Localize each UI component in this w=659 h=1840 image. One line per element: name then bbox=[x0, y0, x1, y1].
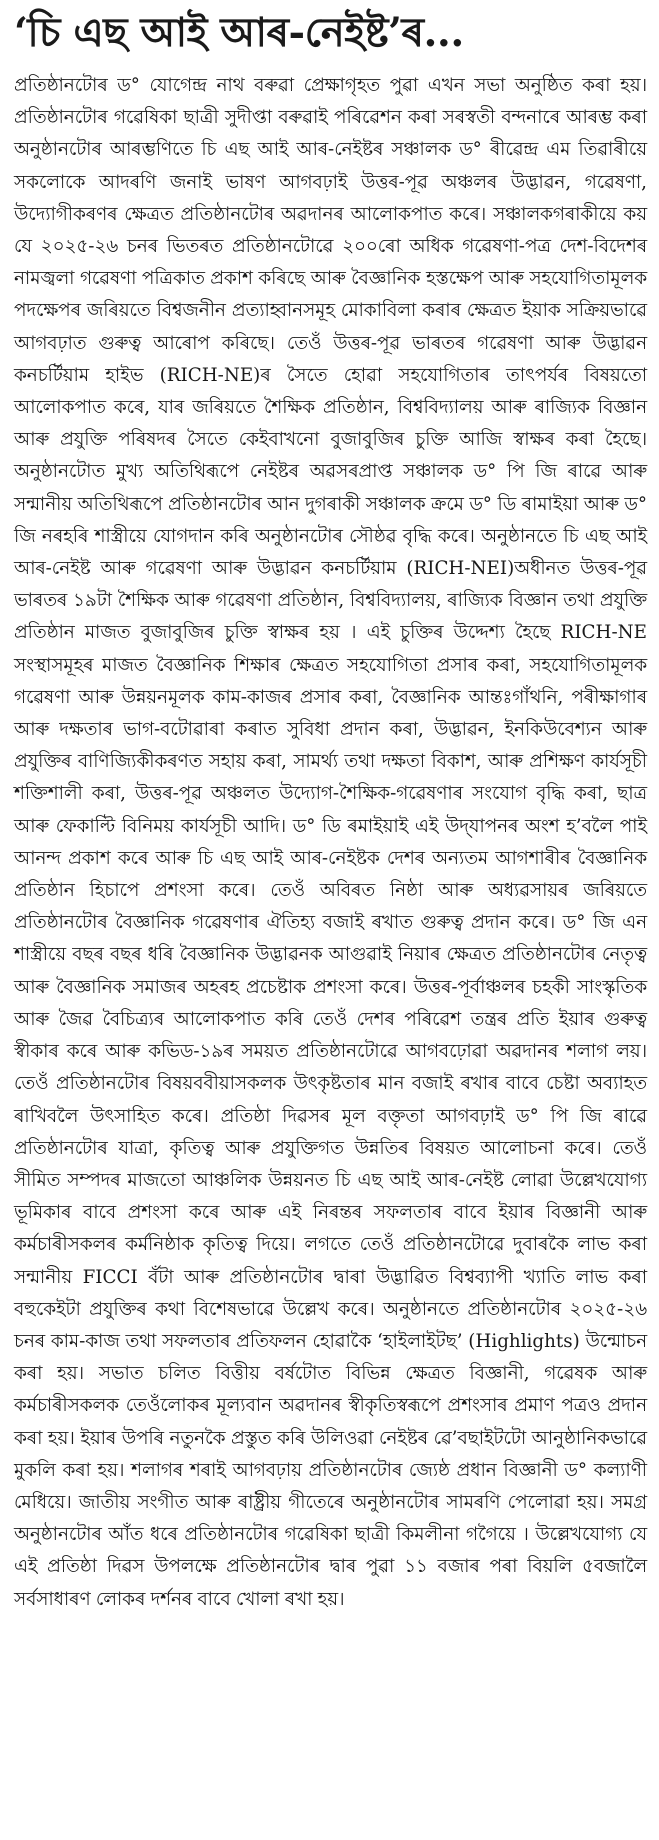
article-headline: ‘চি এছ আই আৰ-নেইষ্ট’ৰ... bbox=[14, 9, 464, 56]
article-body: প্ৰতিষ্ঠানটোৰ ড° যোগেন্দ্ৰ নাথ বৰুৱা প্ৰেক্ষাগৃহত পুৱা এখন সভা অনুষ্ঠিত কৰা হয়। প্ৰতিষ্ঠানটোৰ গৱেষিকা ছাত্ৰী সুদীপ্তা বৰুৱাই পৰিৱেশন কৰা সৰস্বতী বন্দনাৰে আৰম্ভ কৰা অনুষ্ঠানটোৰ আৰম্ভণিতে চি এছ আই আৰ-নেইষ্টৰ সঞ্চালক ড° ৰীৱেন্দ্ৰ এম তিৱাৰীয়ে সকলোকে আদৰণি জনাই ভাষণ আগবঢ়াই উত্তৰ-পূৱ অঞ্চলৰ উদ্ভাৱন, গৱেষণা, উদ্যোগীকৰণৰ ক্ষেত্ৰত প্ৰতিষ্ঠানটোৰ অৱদানৰ আলোকপাত কৰে। সঞ্চালকগৰাকীয়ে কয় যে ২০২৫-২৬ চনৰ ভিতৰত প্ৰতিষ্ঠানটোৱে ২০০ৰো অধিক গৱেষণা-পত্ৰ দেশ-বিদেশৰ নামজ্বলা গৱেষণা পত্ৰিকাত প্ৰকাশ কৰিছে আৰু বৈজ্ঞানিক হস্তক্ষেপ আৰু সহযোগিতামূলক পদক্ষেপৰ জৰিয়তে বিশ্বজনীন প্ৰত্যাহ্বানসমূহ মোকাবিলা কৰাৰ ক্ষেত্ৰত ইয়াক সক্ৰিয়ভাৱে আগবঢ়াত গুৰুত্ব আৰোপ কৰিছে। তেওঁ উত্তৰ-পূৱ ভাৰতৰ গৱেষণা আৰু উদ্ভাৱন কনচৰ্টিয়াম হাইভ (RICH-NE)ৰ সৈতে হোৱা সহযোগিতাৰ তাৎপৰ্যৰ বিষয়তো আলোকপাত কৰে, যাৰ জৰিয়তে শৈক্ষিক প্ৰতিষ্ঠান, বিশ্ববিদ্যালয় আৰু ৰাজ্যিক বিজ্ঞান আৰু প্ৰযুক্তি পৰিষদৰ সৈতে কেইবাখনো বুজাবুজিৰ চুক্তি আজি স্বাক্ষৰ কৰা হৈছে। অনুষ্ঠানটোত মুখ্য অতিথিৰূপে নেইষ্টৰ অৱসৰপ্ৰাপ্ত সঞ্চালক ড° পি জি ৰাৱে আৰু সন্মানীয় অতিথিৰূপে প্ৰতিষ্ঠানটোৰ আন দুগৰাকী সঞ্চালক ক্ৰমে ড° ডি ৰামাইয়া আৰু ড° জি নৰহৰি শাস্ত্ৰীয়ে যোগদান কৰি অনুষ্ঠানটোৰ সৌষ্ঠৱ বৃদ্ধি কৰে। অনুষ্ঠানতে চি এছ আই আৰ-নেইষ্ট আৰু গৱেষণা আৰু উদ্ভাৱন কনচৰ্টিয়াম (RICH-NEI)অধীনত উত্তৰ-পূৱ ভাৰতৰ ১৯টা শৈক্ষিক আৰু গৱেষণা প্ৰতিষ্ঠান, বিশ্ববিদ্যালয়, ৰাজ্যিক বিজ্ঞান তথা প্ৰযুক্তি প্ৰতিষ্ঠান মাজত বুজাবুজিৰ চুক্তি স্বাক্ষৰ হয় । এই চুক্তিৰ উদ্দেশ্য হৈছে RICH-NE সংস্থাসমূহৰ মাজত বৈজ্ঞানিক শিক্ষাৰ ক্ষেত্ৰত সহযোগিতা প্ৰসাৰ কৰা, সহযোগিতামূলক গৱেষণা আৰু উন্নয়নমূলক কাম-কাজৰ প্ৰসাৰ কৰা, বৈজ্ঞানিক আন্তঃগাঁথনি, পৰীক্ষাগাৰ আৰু দক্ষতাৰ ভাগ-বটোৱাৰা কৰাত সুবিধা প্ৰদান কৰা, উদ্ভাৱন, ইনকিউবেশ্যন আৰু প্ৰযুক্তিৰ বাণিজ্যিকীকৰণত সহায় কৰা, সামৰ্থ্য তথা দক্ষতা বিকাশ, আৰু প্ৰশিক্ষণ কাৰ্যসূচী শক্তিশালী কৰা, উত্তৰ-পূৱ অঞ্চলত উদ্যোগ-শৈক্ষিক-গৱেষণাৰ সংযোগ বৃদ্ধি কৰা, ছাত্ৰ আৰু ফেকাল্টি বিনিময় কাৰ্যসূচী আদি। ড° ডি ৰমাইয়াই এই উদ্‌যাপনৰ অংশ হ’বলৈ পাই আনন্দ প্ৰকাশ কৰে আৰু চি এছ আই আৰ-নেইষ্টক দেশৰ অন্যতম আগশাৰীৰ বৈজ্ঞানিক প্ৰতিষ্ঠান হিচাপে প্ৰশংসা কৰে। তেওঁ অবিৰত নিষ্ঠা আৰু অধ্যৱসায়ৰ জৰিয়তে প্ৰতিষ্ঠানটোৰ বৈজ্ঞানিক গৱেষণাৰ ঐতিহ্য বজাই ৰখাত গুৰুত্ব প্ৰদান কৰে। ড° জি এন শাস্ত্ৰীয়ে বছৰ বছৰ ধৰি বৈজ্ঞানিক উদ্ভাৱনক আগুৱাই নিয়াৰ ক্ষেত্ৰত প্ৰতিষ্ঠানটোৰ নেতৃত্ব আৰু বৈজ্ঞানিক সমাজৰ অহৰহ প্ৰচেষ্টাক প্ৰশংসা কৰে। উত্তৰ-পূৰ্বাঞ্চলৰ চহকী সাংস্কৃতিক আৰু জৈৱ বৈচিত্ৰ্যৰ আলোকপাত কৰি তেওঁ দেশৰ পৰিৱেশ তন্ত্ৰৰ প্ৰতি ইয়াৰ গুৰুত্ব স্বীকাৰ কৰে আৰু কভিড-১৯ৰ সময়ত প্ৰতিষ্ঠানটোৱে আগবঢ়োৱা অৱদানৰ শলাগ লয়। তেওঁ প্ৰতিষ্ঠানটোৰ বিষয়ববীয়াসকলক উৎকৃষ্টতাৰ মান বজাই ৰখাৰ বাবে চেষ্টা অব্যাহত ৰাখিবলৈ উৎসাহিত কৰে। প্ৰতিষ্ঠা দিৱসৰ মূল বক্তৃতা আগবঢ়াই ড° পি জি ৰাৱে প্ৰতিষ্ঠানটোৰ যাত্ৰা, কৃতিত্ব আৰু প্ৰযুক্তিগত উন্নতিৰ বিষয়ত আলোচনা কৰে। তেওঁ সীমিত সম্পদৰ মাজতো আঞ্চলিক উন্নয়নত চি এছ আই আৰ-নেইষ্ট লোৱা উল্লেখযোগ্য ভূমিকাৰ বাবে প্ৰশংসা কৰে আৰু এই নিৰন্তৰ সফলতাৰ বাবে ইয়াৰ বিজ্ঞানী আৰু কৰ্মচাৰীসকলৰ কৰ্মনিষ্ঠাক কৃতিত্ব দিয়ে। লগতে তেওঁ প্ৰতিষ্ঠানটোৱে দুবাৰকৈ লাভ কৰা সন্মানীয় FICCI বঁটা আৰু প্ৰতিষ্ঠানটোৰ দ্বাৰা উদ্ভাৱিত বিশ্বব্যাপী খ্যাতি লাভ কৰা বহুকেইটা প্ৰযুক্তিৰ কথা বিশেষভাৱে উল্লেখ কৰে। অনুষ্ঠানতে প্ৰতিষ্ঠানটোৰ ২০২৫-২৬ চনৰ কাম-কাজ তথা সফলতাৰ প্ৰতিফলন হোৱাকৈ ‘হাইলাইটছ’ (Highlights) উন্মোচন কৰা হয়। সভাত চলিত বিত্তীয় বৰ্ষটোত বিভিন্ন ক্ষেত্ৰত বিজ্ঞানী, গৱেষক আৰু কৰ্মচাৰীসকলক তেওঁলোকৰ মূল্যবান অৱদানৰ স্বীকৃতিস্বৰূপে প্ৰশংসাৰ প্ৰমাণ পত্ৰও প্ৰদান কৰা হয়। ইয়াৰ উপৰি নতুনকৈ প্ৰস্তুত কৰি উলিওৱা নেইষ্টৰ ৱে’বছাইটটো আনুষ্ঠানিকভাৱে মুকলি কৰা হয়। শলাগৰ শৰাই আগবঢ়ায় প্ৰতিষ্ঠানটোৰ জ্যেষ্ঠ প্ৰধান বিজ্ঞানী ড° কল্যাণী মেধিয়ে। জাতীয় সংগীত আৰু ৰাষ্ট্ৰীয় গীতেৰে অনুষ্ঠানটোৰ সামৰণি পেলোৱা হয়। সমগ্ৰ অনুষ্ঠানটোৰ আঁত ধৰে প্ৰতিষ্ঠানটোৰ গৱেষিকা ছাত্ৰী কিমলীনা গগৈয়ে । উল্লেখযোগ্য যে এই প্ৰতিষ্ঠা দিৱস উপলক্ষে প্ৰতিষ্ঠানটোৰ দ্বাৰ পুৱা ১১ বজাৰ পৰা বিয়লি ৫বজালৈ সৰ্বসাধাৰণ লোকৰ দৰ্শনৰ বাবে খোলা ৰখা হয়। bbox=[14, 75, 647, 1610]
